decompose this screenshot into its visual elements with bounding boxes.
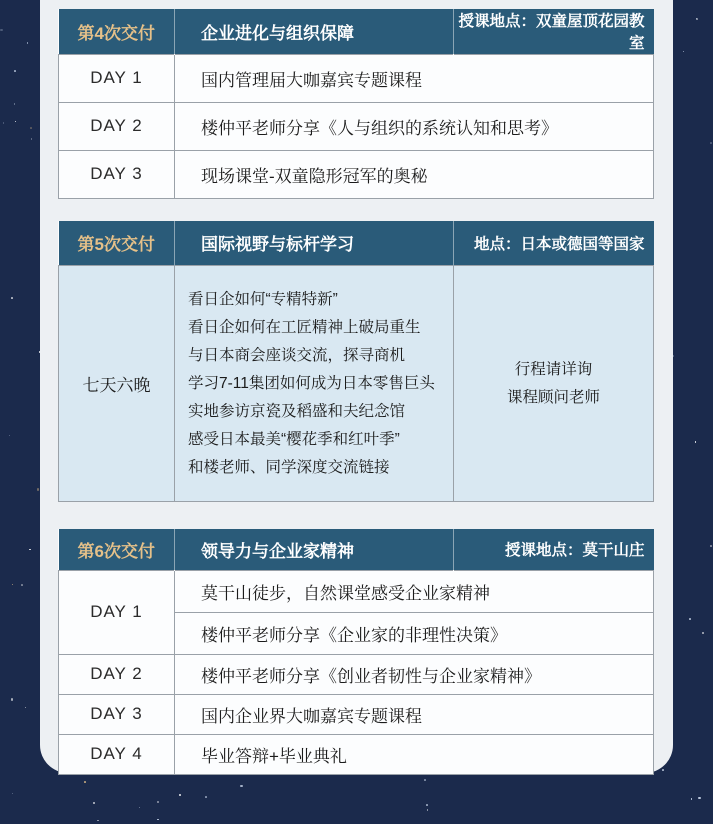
table-row: [59, 654, 654, 694]
itinerary-line: 学习7-11集团如何成为日本零售巨头: [188, 374, 435, 392]
delivery-6-table: [58, 529, 654, 775]
delivery-4-title: 企业进化与组织保障: [175, 9, 454, 54]
star-dot: [0, 29, 3, 32]
star-dot: [27, 42, 29, 44]
day-activity: 国内管理届大咖嘉宾专题课程: [175, 54, 654, 102]
day-activity: 莫干山徒步，自然课堂感受企业家精神: [175, 570, 654, 612]
day-activity: 楼仲平老师分享《创业者韧性与企业家精神》: [175, 654, 654, 694]
star-dot: [37, 488, 40, 491]
star-dot: [25, 707, 27, 709]
table-row: [59, 150, 654, 198]
consult-note-line: 行程请详询: [514, 360, 593, 378]
star-dot: [698, 797, 701, 800]
star-dot: [30, 127, 32, 129]
star-dot: [157, 801, 160, 804]
star-dot: [84, 781, 86, 783]
day-label: DAY 1: [59, 54, 175, 102]
delivery-4-location: 授课地点：双童屋顶花园教室: [454, 9, 654, 54]
star-dot: [11, 297, 13, 299]
delivery-4-table: [58, 9, 654, 199]
itinerary-line: 看日企如何在工匠精神上破局重生: [188, 318, 421, 336]
delivery-5-header-row: [59, 221, 654, 266]
delivery-5-label: 第5次交付: [59, 221, 175, 266]
day-label: DAY 4: [59, 734, 175, 774]
star-dot: [240, 785, 243, 788]
star-dot: [21, 584, 23, 586]
content-card: [40, 0, 673, 773]
table-row: [59, 570, 654, 612]
delivery-5-table: [58, 221, 654, 503]
itinerary-line: 实地参访京瓷及稻盛和夫纪念馆: [188, 402, 406, 420]
star-dot: [691, 798, 693, 800]
delivery-5-title: 国际视野与标杆学习: [175, 221, 454, 266]
star-dot: [12, 793, 14, 795]
day-label: DAY 2: [59, 654, 175, 694]
star-dot: [702, 632, 705, 635]
table-row: [59, 54, 654, 102]
table-row: [59, 102, 654, 150]
star-dot: [710, 545, 712, 547]
day-label: DAY 3: [59, 694, 175, 734]
day-label: DAY 1: [59, 570, 175, 654]
delivery-6-header-row: [59, 529, 654, 570]
star-dot: [710, 142, 712, 144]
day-activity: 楼仲平老师分享《人与组织的系统认知和思考》: [175, 102, 654, 150]
star-dot: [683, 51, 685, 53]
delivery-6-label: 第6次交付: [59, 529, 175, 570]
star-dot: [662, 769, 664, 771]
star-dot: [424, 779, 426, 781]
itinerary-list: [175, 266, 454, 502]
star-dot: [31, 138, 33, 140]
star-dot: [3, 122, 5, 124]
delivery-5-location: 地点：日本或德国等国家: [454, 221, 654, 266]
day-activity: 现场课堂-双童隐形冠军的奥秘: [175, 150, 654, 198]
duration-label: 七天六晚: [59, 266, 175, 502]
star-dot: [179, 794, 182, 797]
day-label: DAY 3: [59, 150, 175, 198]
delivery-4-header-row: [59, 9, 654, 54]
itinerary-line: 和楼老师、同学深度交流链接: [188, 458, 390, 476]
consult-note-line: 课程顾问老师: [506, 388, 600, 406]
itinerary-line: 看日企如何“专精特新”: [188, 290, 338, 308]
star-dot: [695, 441, 697, 443]
star-dot: [93, 802, 96, 805]
delivery-5-body-row: [59, 266, 654, 502]
day-activity: 楼仲平老师分享《企业家的非理性决策》: [175, 612, 654, 654]
star-dot: [11, 698, 14, 701]
star-dot: [427, 809, 429, 811]
star-dot: [426, 804, 428, 806]
star-dot: [29, 549, 31, 551]
day-activity: 毕业答辩+毕业典礼: [175, 734, 654, 774]
star-dot: [205, 796, 207, 798]
star-dot: [157, 819, 159, 821]
star-dot: [12, 584, 14, 586]
day-activity: 国内企业界大咖嘉宾专题课程: [175, 694, 654, 734]
star-dot: [15, 121, 17, 123]
star-dot: [673, 355, 675, 357]
star-dot: [689, 618, 691, 620]
itinerary-line: 与日本商会座谈交流，探寻商机: [188, 346, 406, 364]
consult-note: [454, 266, 654, 502]
star-dot: [14, 103, 16, 105]
star-dot: [9, 435, 11, 437]
day-label: DAY 2: [59, 102, 175, 150]
star-dot: [14, 70, 16, 72]
delivery-6-title: 领导力与企业家精神: [175, 529, 454, 570]
star-dot: [139, 807, 141, 809]
delivery-4-label: 第4次交付: [59, 9, 175, 54]
table-row: [59, 694, 654, 734]
table-row: [59, 734, 654, 774]
itinerary-line: 感受日本最美“樱花季和红叶季”: [188, 430, 400, 448]
delivery-6-location: 授课地点：莫干山庄: [454, 529, 654, 570]
star-dot: [97, 820, 99, 822]
